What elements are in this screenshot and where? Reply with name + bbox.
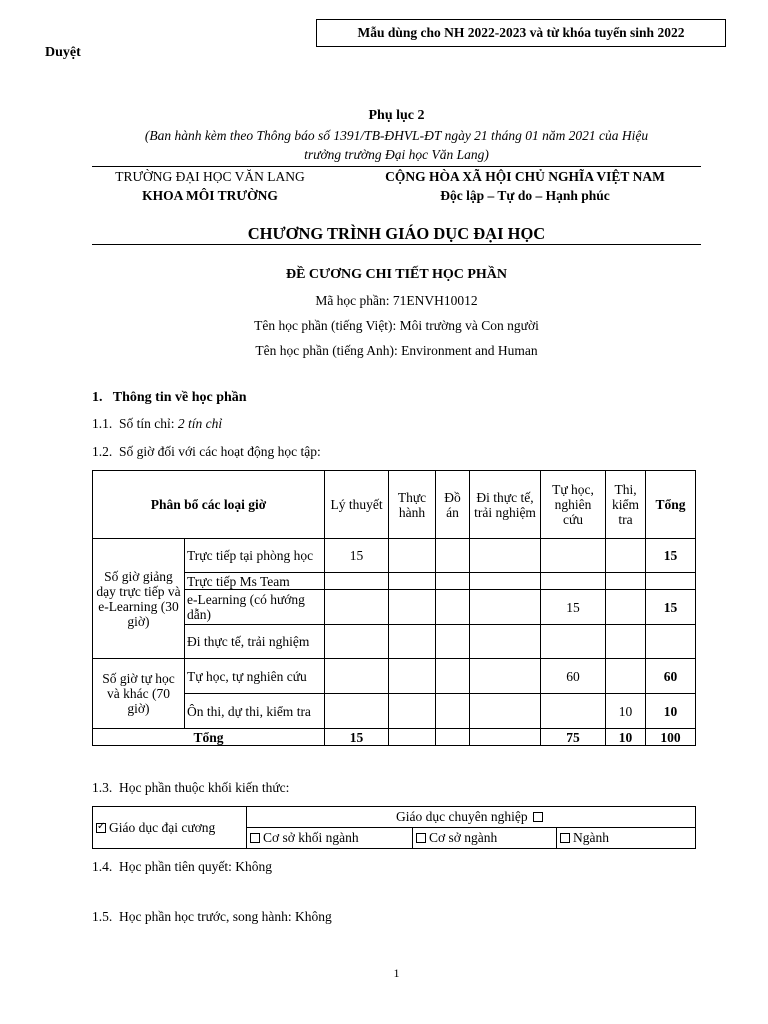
header-divider-top [92,166,701,167]
cell-field [470,659,541,694]
knowledge-label: 1.3. Học phần thuộc khối kiến thức: [92,780,290,795]
cell-project [436,625,470,659]
cell-field [470,694,541,729]
credits-value: 2 tín chỉ [177,416,223,431]
table-row [93,539,696,573]
appendix-note-line1: (Ban hành kèm theo Thông báo số 1391/TB-ĐHVL-ĐT ngày 21 tháng 01 năm 2021 của Hiệu [144,128,649,143]
sum-exam: 10 [606,729,646,746]
cell-self [541,694,606,729]
general-education-cell [93,807,247,849]
group-direct-label: Số giờ giảng dạy trực tiếp và e-Learning (30 giờ) [93,539,185,659]
cell-theory: 15 [325,539,389,573]
cell-practice [389,694,436,729]
row-label: Đi thực tế, trải nghiệm [185,625,325,659]
hours-label: 1.2. Số giờ đối với các hoạt động học tập: [92,444,321,459]
professional-education-label: Giáo dục chuyên nghiệp [396,809,528,824]
header-theory: Lý thuyết [325,471,389,539]
general-education-label: Giáo dục đại cương [109,819,216,835]
table-row [93,659,696,694]
cell-self: 15 [541,590,606,625]
hours-table [92,470,696,746]
cell-project [436,539,470,573]
course-name-vi: Tên học phần (tiếng Việt): Môi trường và Con người [254,318,539,333]
syllabus-title: ĐỀ CƯƠNG CHI TIẾT HỌC PHẦN [285,267,508,282]
cell-self: 60 [541,659,606,694]
country-name: CỘNG HÒA XÃ HỘI CHỦ NGHĨA VIỆT NAM [385,169,665,184]
header-field: Đi thực tế, trải nghiệm [470,471,541,539]
header-alloc: Phân bổ các loại giờ [93,471,325,539]
appendix-title: Phụ lục 2 [368,108,425,123]
group-self-label: Số giờ tự học và khác (70 giờ) [93,659,185,729]
cell-theory [325,590,389,625]
cell-project [436,694,470,729]
foundation-block-cell [247,828,413,849]
foundation-major-label: Cơ sở ngành [429,830,498,845]
row-label: e-Learning (có hướng dẫn) [185,590,325,625]
cell-theory [325,694,389,729]
cell-practice [389,573,436,590]
section1-heading: 1. Thông tin về học phần [92,390,247,405]
cell-exam [606,659,646,694]
cell-exam [606,539,646,573]
professional-education-cell [247,807,696,828]
program-title-underline [92,244,701,245]
cell-project [436,659,470,694]
cell-total: 15 [646,590,696,625]
general-education-checkbox[interactable] [96,823,106,833]
cell-field [470,539,541,573]
header-self: Tự học, nghiên cứu [541,471,606,539]
table-total-row [93,729,696,746]
cell-practice [389,659,436,694]
sum-self: 75 [541,729,606,746]
cell-total [646,573,696,590]
foundation-major-cell [413,828,557,849]
sum-theory: 15 [325,729,389,746]
major-cell [557,828,696,849]
major-label: Ngành [573,830,609,845]
cell-project [436,573,470,590]
cell-field [470,573,541,590]
credits-label: 1.1. Số tín chỉ: [92,416,175,431]
row-label: Trực tiếp tại phòng học [185,539,325,573]
cell-field [470,625,541,659]
cell-total: 15 [646,539,696,573]
foundation-major-checkbox[interactable] [416,833,426,843]
professional-education-checkbox[interactable] [533,812,543,822]
page-number: 1 [393,966,400,980]
cell-project [436,590,470,625]
header-exam: Thi, kiểm tra [606,471,646,539]
cell-theory [325,573,389,590]
cell-self [541,625,606,659]
cell-theory [325,659,389,694]
prerequisite-line: 1.4. Học phần tiên quyết: Không [92,859,272,874]
parallel-course-line: 1.5. Học phần học trước, song hành: Không [92,909,332,924]
cell-field [470,590,541,625]
university-name: TRƯỜNG ĐẠI HỌC VĂN LANG [115,169,305,184]
approved-label: Duyệt [45,45,81,60]
cell-total [646,625,696,659]
knowledge-table [92,806,696,849]
template-note-box: Mẫu dùng cho NH 2022-2023 và từ khóa tuyển sinh 2022 [316,19,726,47]
cell-total: 10 [646,694,696,729]
cell-self [541,573,606,590]
motto: Độc lập – Tự do – Hạnh phúc [440,188,610,203]
course-name-en: Tên học phần (tiếng Anh): Environment and Human [255,343,538,358]
sum-practice [389,729,436,746]
credits-line [92,416,222,432]
cell-exam: 10 [606,694,646,729]
sum-total: 100 [646,729,696,746]
row-label: Trực tiếp Ms Team [185,573,325,590]
cell-practice [389,539,436,573]
cell-practice [389,590,436,625]
sum-field [470,729,541,746]
sum-project [436,729,470,746]
major-checkbox[interactable] [560,833,570,843]
header-project: Đồ án [436,471,470,539]
cell-exam [606,625,646,659]
foundation-block-checkbox[interactable] [250,833,260,843]
cell-exam [606,573,646,590]
foundation-block-label: Cơ sở khối ngành [263,830,359,845]
row-label: Tự học, tự nghiên cứu [185,659,325,694]
program-title: CHƯƠNG TRÌNH GIÁO DỤC ĐẠI HỌC [247,224,546,243]
header-practice: Thực hành [389,471,436,539]
cell-total: 60 [646,659,696,694]
appendix-note-line2: trưởng trường Đại học Văn Lang) [304,147,489,162]
cell-exam [606,590,646,625]
faculty-name: KHOA MÔI TRƯỜNG [142,188,278,203]
total-label: Tổng [93,729,325,746]
course-code: Mã học phần: 71ENVH10012 [315,293,478,308]
header-total: Tổng [646,471,696,539]
cell-practice [389,625,436,659]
cell-self [541,539,606,573]
cell-theory [325,625,389,659]
row-label: Ôn thi, dự thi, kiểm tra [185,694,325,729]
